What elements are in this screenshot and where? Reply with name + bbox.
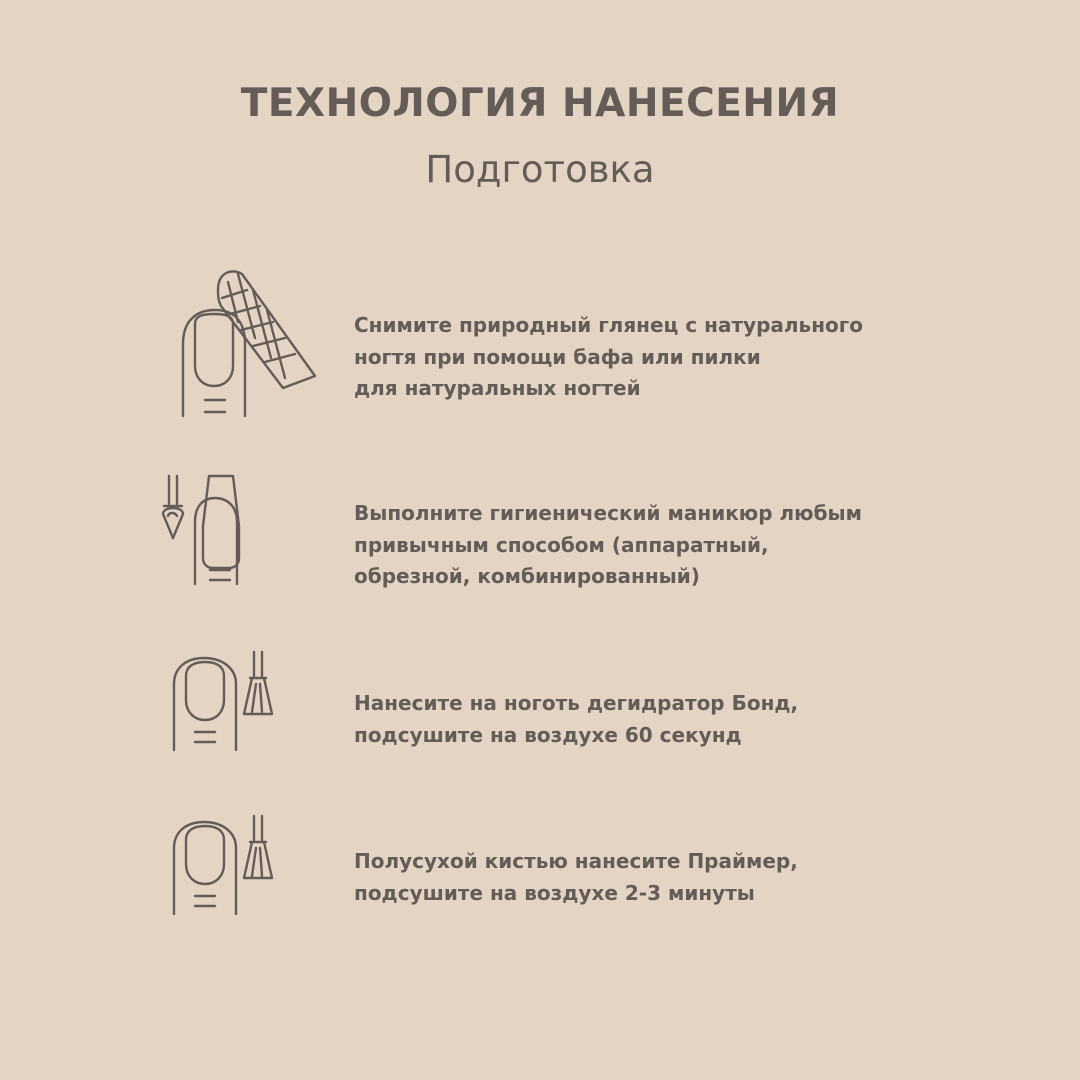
step-2-line-2: привычным способом (аппаратный, xyxy=(354,532,769,557)
step-1-line-2: ногтя при помощи бафа или пилки xyxy=(354,344,761,369)
step-3-line-1: Нанесите на ноготь дегидратор Бонд, xyxy=(354,691,799,715)
step-2-line-3: обрезной, комбинированный) xyxy=(354,564,700,588)
step-4-line-1: Полусухой кистью нанесите Праймер, xyxy=(354,849,798,873)
nail-buffer-file-icon xyxy=(175,266,325,426)
step-3-text xyxy=(354,688,914,751)
step-4-text xyxy=(354,846,914,909)
nail-brush-primer-icon xyxy=(170,812,280,918)
nail-brush-dehydrator-icon xyxy=(170,648,280,754)
step-1-line-1: Снимите природный глянец с натурального xyxy=(354,313,863,337)
step-1-line-3: для натуральных ногтей xyxy=(354,376,641,400)
step-3-line-2: подсушите на воздухе 60 секунд xyxy=(354,722,742,747)
step-1-text xyxy=(354,310,914,405)
page-title: ТЕХНОЛОГИЯ НАНЕСЕНИЯ xyxy=(240,81,840,126)
step-2-text xyxy=(354,498,914,593)
step-2-line-1: Выполните гигиенический маникюр любым xyxy=(354,501,862,525)
page-subtitle: Подготовка xyxy=(425,148,655,191)
step-4-line-2: подсушите на воздухе 2-3 минуты xyxy=(354,880,755,905)
manicure-cutter-icon xyxy=(155,472,265,592)
